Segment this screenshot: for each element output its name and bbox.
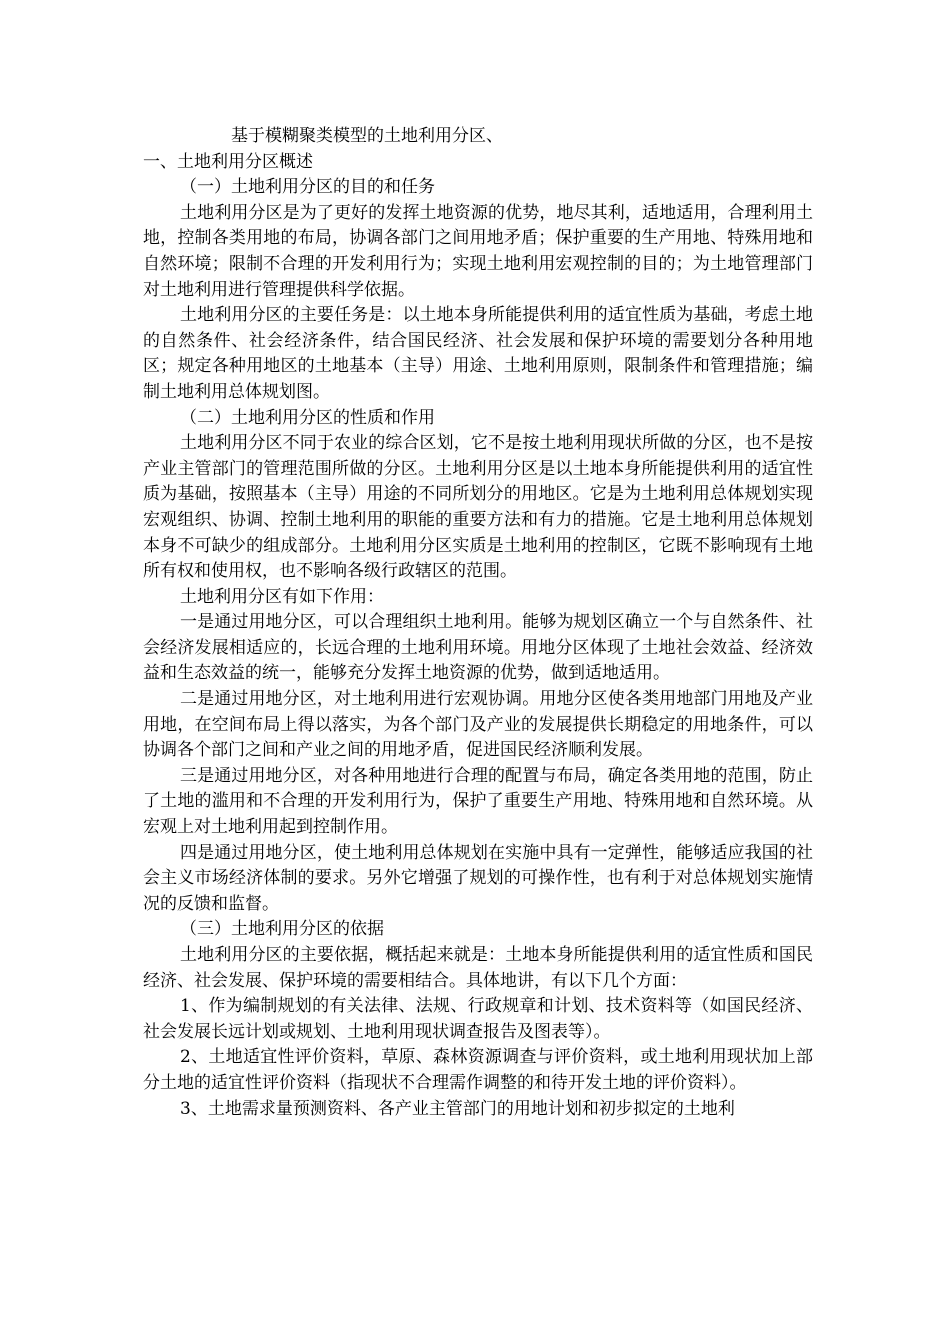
paragraph: 四是通过用地分区，使土地利用总体规划在实施中具有一定弹性，能够适应我国的社会主义市场经济体制的要求。另外它增强了规划的可操作性，也有利于对总体规划实施情况的反馈和监督。 [143,842,813,914]
section-heading: 一、土地利用分区概述 [143,151,313,172]
paragraph: 2、土地适宜性评价资料，草原、森林资源调查与评价资料，或土地利用现状加上部分土地的适宜性评价资料（指现状不合理需作调整的和待开发土地的评价资料）。 [143,1047,813,1093]
paragraph: 3、土地需求量预测资料、各产业主管部门的用地计划和初步拟定的土地利 [180,1098,735,1119]
paragraph: 一是通过用地分区，可以合理组织土地利用。能够为规划区确立一个与自然条件、社会经济发展相适应的，长远合理的土地利用环境。用地分区体现了土地社会效益、经济效益和生态效益的统一，能够充分发挥土地资源的优势，做到适地适用。 [143,612,813,684]
paragraph: 土地利用分区的主要依据，概括起来就是：土地本身所能提供利用的适宜性质和国民经济、社会发展、保护环境的需要相结合。具体地讲，有以下几个方面： [143,945,813,991]
paragraph: 土地利用分区的主要任务是：以土地本身所能提供利用的适宜性质为基础，考虑土地的自然条件、社会经济条件，结合国民经济、社会发展和保护环境的需要划分各种用地区；规定各种用地区的土地基本（主导）用途、土地利用原则，限制条件和管理措施；编制土地利用总体规划图。 [143,305,813,402]
paragraph: 1、作为编制规划的有关法律、法规、行政规章和计划、技术资料等（如国民经济、社会发展长远计划或规划、土地利用现状调查报告及图表等）。 [143,996,813,1042]
paragraph: 土地利用分区不同于农业的综合区划，它不是按土地利用现状所做的分区，也不是按产业主管部门的管理范围所做的分区。土地利用分区是以土地本身所能提供利用的适宜性质为基础，按照基本（主导）用途的不同所划分的用地区。它是为土地利用总体规划实现宏观组织、协调、控制土地利用的职能的重要方法和有力的措施。它是土地利用总体规划本身不可缺少的组成部分。土地利用分区实质是土地利用的控制区，它既不影响现有土地所有权和使用权，也不影响各级行政辖区的范围。 [143,433,813,582]
document-title: 基于模糊聚类模型的土地利用分区、 [231,126,503,146]
paragraph: 二是通过用地分区，对土地利用进行宏观协调。用地分区使各类用地部门用地及产业用地，在空间布局上得以落实，为各个部门及产业的发展提供长期稳定的用地条件，可以协调各个部门之间和产业之间的用地矛盾，促进国民经济顺利发展。 [143,689,813,761]
paragraph: 三是通过用地分区，对各种用地进行合理的配置与布局，确定各类用地的范围，防止了土地的滥用和不合理的开发利用行为，保护了重要生产用地、特殊用地和自然环境。从宏观上对土地利用起到控制作用。 [143,765,813,838]
subsection-heading: （三）土地利用分区的依据 [180,919,384,940]
subsection-heading: （二）土地利用分区的性质和作用 [180,407,435,428]
paragraph: 土地利用分区有如下作用： [180,586,384,607]
paragraph: 土地利用分区是为了更好的发挥土地资源的优势，地尽其利，适地适用，合理利用土地，控制各类用地的布局，协调各部门之间用地矛盾；保护重要的生产用地、特殊用地和自然环境；限制不合理的开发利用行为；实现土地利用宏观控制的目的；为土地管理部门对土地利用进行管理提供科学依据。 [143,202,813,300]
document-page [143,124,813,1122]
subsection-heading: （一）土地利用分区的目的和任务 [180,177,435,198]
